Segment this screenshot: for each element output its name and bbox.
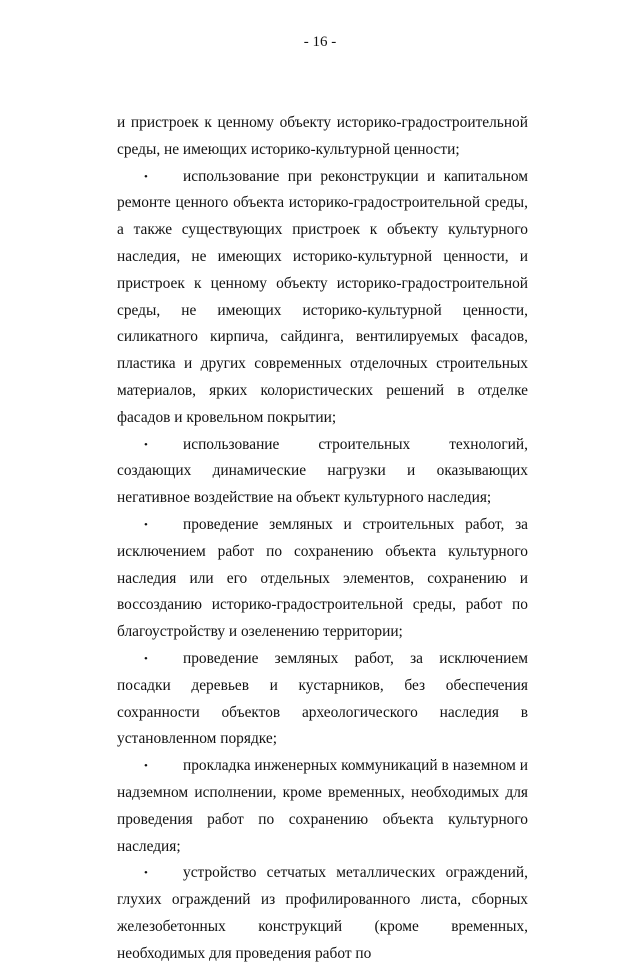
document-body: [117, 110, 528, 968]
bullet-item: [117, 860, 528, 967]
bullet-item-text: прокладка инженерных коммуникаций в наземном и надземном исполнении, кроме временных, необходимых для проведения работ по сохранению объекта культурного наследия;: [117, 757, 528, 855]
bullet-item: [117, 646, 528, 753]
bullet-item: [117, 432, 528, 512]
bullet-item: [117, 512, 528, 646]
bullet-icon: •: [144, 867, 148, 880]
bullet-item: [117, 753, 528, 860]
bullet-item-text: использование строительных технологий, создающих динамические нагрузки и оказывающих негативное воздействие на объект культурного наследия;: [117, 435, 528, 507]
bullet-item-text: проведение земляных и строительных работ, за исключением работ по сохранению объекта культурного наследия или его отдельных элементов, сохранению и воссозданию историко-градостроительной среды, работ по благоустройству и озеленению территории;: [117, 515, 528, 641]
bullet-icon: •: [144, 760, 148, 773]
bullet-icon: •: [144, 652, 148, 665]
bullet-icon: •: [144, 518, 148, 531]
bullet-item: [117, 164, 528, 432]
bullet-item-text: проведение земляных работ, за исключением посадки деревьев и кустарников, без обеспечения сохранности объектов археологического наследия в установленном порядке;: [117, 649, 528, 748]
bullet-item-text: использование при реконструкции и капитальном ремонте ценного объекта историко-градостроительной среды, а также существующих пристроек к объекту культурного наследия, не имеющих историко-культурной ценности, и пристроек к ценному объекту историко-градостроительной среды, не имеющих историко-культурной ценности, силикатного кирпича, сайдинга, вентилируемых фасадов, пластика и других современных отделочных строительных материалов, ярких колористических решений в отделке фасадов и кровельном покрытии;: [117, 167, 528, 426]
bullet-icon: •: [144, 170, 148, 183]
bullet-icon: •: [144, 438, 148, 451]
intro-paragraph: и пристроек к ценному объекту историко-градостроительной среды, не имеющих историко-культурной ценности;: [117, 114, 528, 158]
page-number: - 16 -: [303, 34, 337, 50]
bullet-item-text: устройство сетчатых металлических ограждений, глухих ограждений из профилированного листа, сборных железобетонных конструкций (кроме временных, необходимых для проведения работ по: [117, 864, 528, 962]
